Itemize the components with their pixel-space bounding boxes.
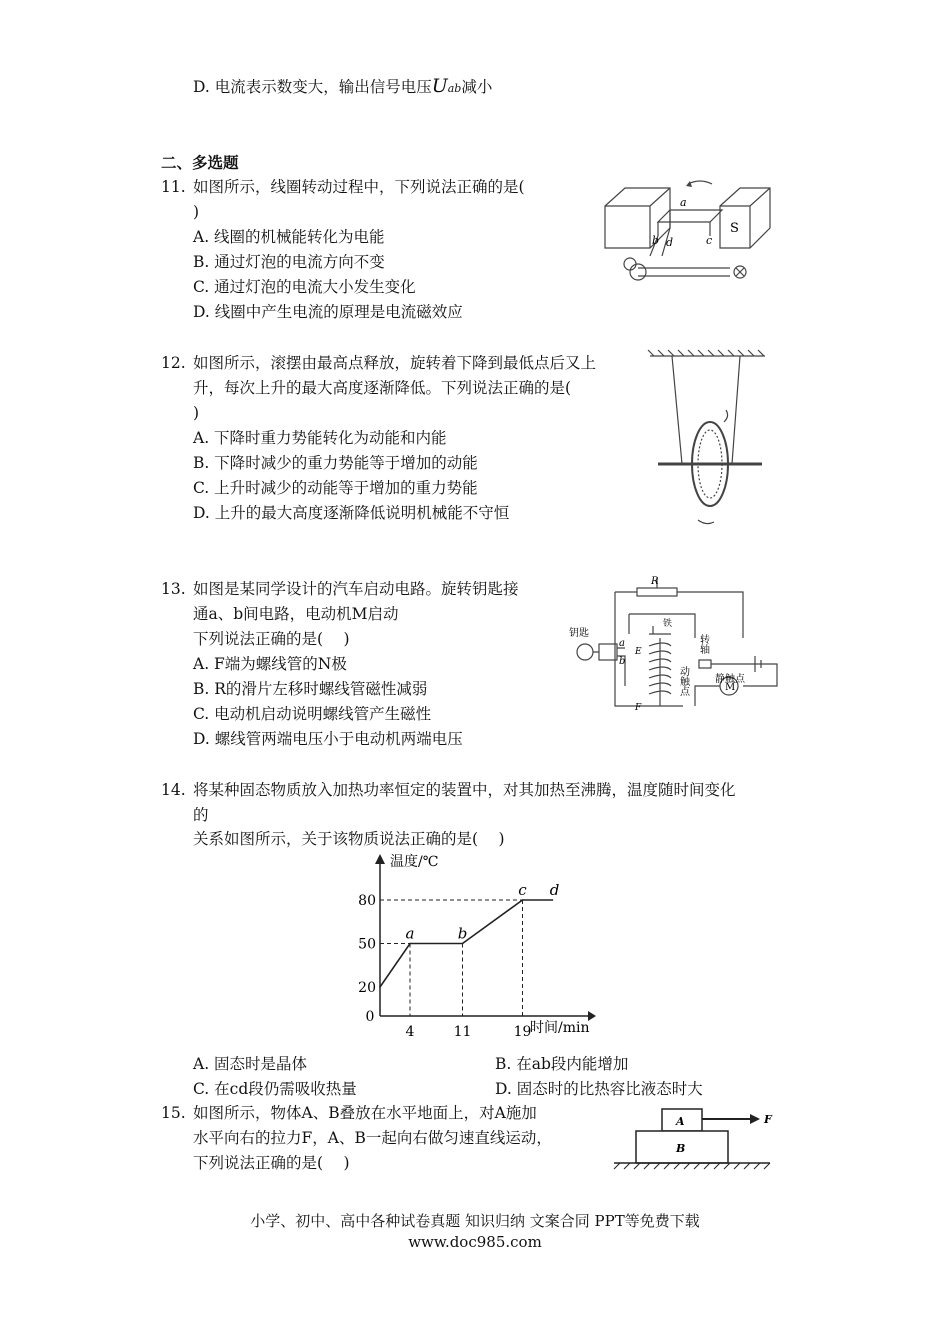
q14-stem-line1: 将某种固态物质放入加热功率恒定的装置中，对其加热至沸腾，温度随时间变化 [193, 781, 736, 799]
q11-stem-end: ) [193, 203, 200, 221]
q15-stem-line3: 下列说法正确的是( ) [193, 1154, 350, 1172]
option-text: D. 电流表示数变大，输出信号电压 [193, 78, 432, 96]
u-subscript: ab [447, 82, 462, 95]
q15-number: 15. [161, 1104, 186, 1122]
q11-number: 11. [161, 178, 186, 196]
chart-y-tick-label: 80 [358, 893, 376, 909]
q11-option-a: A. 线圈的机械能转化为电能 [193, 228, 385, 246]
q13-stem-line1: 如图是某同学设计的汽车启动电路。旋转钥匙接 [193, 580, 519, 598]
q14-number: 14. [161, 781, 186, 799]
q14-option-c: C. 在cd段仍需吸收热量 [193, 1080, 357, 1098]
fig-label-r: R [651, 576, 659, 587]
q12-stem-end: ) [193, 404, 200, 422]
chart-point-label: a [405, 924, 415, 943]
fig-label-e: E [635, 647, 642, 657]
q13-option-d: D. 螺线管两端电压小于电动机两端电压 [193, 730, 463, 748]
option-tail: 减小 [461, 78, 493, 96]
fig-label-c: c [706, 234, 713, 247]
chart-point [409, 943, 411, 945]
chart-x-tick-label: 19 [513, 1024, 532, 1040]
fig-label-f: F [635, 703, 642, 713]
section-title: 二、多选题 [161, 153, 239, 172]
q12-number: 12. [161, 354, 186, 372]
footer-line1: 小学、初中、高中各种试卷真题 知识归纳 文案合同 PPT等免费下载 [250, 1212, 700, 1230]
fig-label-axis: 转轴 [697, 634, 709, 654]
fig-label-m: M [725, 682, 736, 693]
chart-point-label: c [518, 881, 527, 899]
fig-label-a: a [680, 196, 687, 209]
chart-point [552, 899, 554, 901]
chart-y-arrow [375, 854, 385, 864]
q15-stem-line1: 如图所示，物体A、B叠放在水平地面上，对A施加 [193, 1104, 537, 1122]
q12-stem-line2: 升，每次上升的最大高度逐渐降低。下列说法正确的是( [193, 379, 572, 397]
maxwell-pendulum-figure [640, 346, 775, 526]
chart-point-label: b [457, 924, 468, 943]
fig-label-key: 钥匙 [569, 628, 589, 639]
fig-label-b: b [619, 656, 626, 667]
fig-label-d: d [666, 236, 674, 249]
q12-stem-line1: 如图所示，滚摆由最高点释放，旋转着下降到最低点后又上 [193, 354, 597, 372]
chart-point-label: d [549, 881, 560, 899]
q13-number: 13. [161, 580, 186, 598]
chart-x-tick-label: 4 [405, 1024, 415, 1040]
prev-question-option-d [193, 76, 492, 99]
q11-option-c: C. 通过灯泡的电流大小发生变化 [193, 278, 416, 296]
q14-stem-line3: 关系如图所示，关于该物质说法正确的是( ) [193, 830, 505, 848]
q14-stem-line2: 的 [193, 806, 209, 824]
q11-stem: 如图所示，线圈转动过程中，下列说法正确的是( [193, 178, 525, 196]
fig-label-s: S [730, 221, 739, 236]
q13-option-c: C. 电动机启动说明螺线管产生磁性 [193, 705, 432, 723]
q12-option-b: B. 下降时减少的重力势能等于增加的动能 [193, 454, 478, 472]
chart-x-axis-label: 时间/min [530, 1020, 590, 1036]
stacked-blocks-figure [610, 1103, 780, 1171]
q12-option-d: D. 上升的最大高度逐渐降低说明机械能不守恒 [193, 504, 510, 522]
q13-stem-line3: 下列说法正确的是( ) [193, 630, 350, 648]
fig-label-moving: 动触点 [677, 666, 689, 696]
q14-option-a: A. 固态时是晶体 [193, 1055, 308, 1073]
temperature-time-chart [340, 848, 610, 1043]
chart-x-tick-label: 0 [365, 1009, 375, 1025]
chart-point [462, 943, 464, 945]
chart-y-tick-label: 20 [358, 980, 376, 996]
q13-stem-line2: 通a、b间电路，电动机M启动 [193, 605, 399, 623]
footer-line2: www.doc985.com [408, 1233, 542, 1251]
q12-option-a: A. 下降时重力势能转化为动能和内能 [193, 429, 447, 447]
q12-option-c: C. 上升时减少的动能等于增加的重力势能 [193, 479, 478, 497]
fig-label-a: a [619, 638, 625, 649]
q11-option-b: B. 通过灯泡的电流方向不变 [193, 253, 385, 271]
q11-option-d: D. 线圈中产生电流的原理是电流磁效应 [193, 303, 463, 321]
fig-label-b: b [652, 234, 660, 247]
q13-option-b: B. R的滑片左移时螺线管磁性减弱 [193, 680, 428, 698]
chart-point [379, 986, 381, 988]
generator-coil-figure [600, 176, 775, 288]
chart-point [522, 899, 524, 901]
chart-series-line [380, 900, 553, 987]
fig-label-a: A [676, 1115, 685, 1128]
fig-label-b: B [676, 1142, 686, 1155]
car-start-circuit-figure [565, 574, 785, 724]
fig-label-f: F [764, 1113, 772, 1126]
q14-option-b: B. 在ab段内能增加 [495, 1055, 629, 1073]
chart-y-tick-label: 50 [358, 936, 376, 953]
q15-stem-line2: 水平向右的拉力F，A、B一起向右做匀速直线运动， [193, 1129, 552, 1147]
chart-x-tick-label: 11 [453, 1024, 472, 1040]
fig-label-static: 静触点 [715, 674, 745, 685]
q13-option-a: A. F端为螺线管的N极 [193, 655, 347, 673]
fig-label-iron: 铁 [663, 619, 673, 629]
u-symbol: U [431, 75, 448, 97]
chart-y-axis-label: 温度/℃ [390, 854, 439, 870]
q14-option-d: D. 固态时的比热容比液态时大 [495, 1080, 703, 1098]
